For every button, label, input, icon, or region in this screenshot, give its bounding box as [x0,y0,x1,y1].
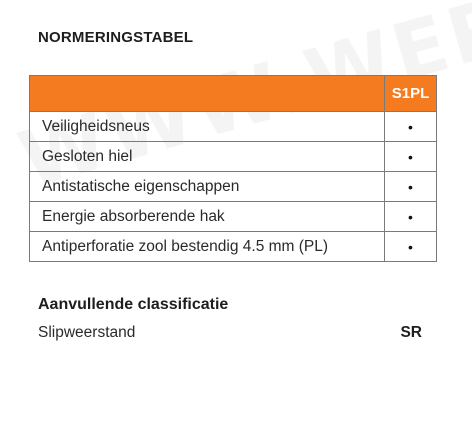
table-column-header: S1PL [385,76,437,112]
classification-value: SR [400,324,422,341]
table-header-row [30,76,437,112]
row-label: Veiligheidsneus [30,112,385,142]
table-row [30,172,437,202]
norm-table [29,75,437,262]
row-label: Gesloten hiel [30,142,385,172]
classification-label: Slipweerstand [38,324,136,341]
table-row [30,112,437,142]
additional-classification-row [38,324,422,342]
additional-classification-title: Aanvullende classificatie [38,296,229,313]
table-row [30,232,437,262]
table-row [30,202,437,232]
bullet-icon: • [385,232,437,262]
bullet-icon: • [385,142,437,172]
page-title: NORMERINGSTABEL [38,29,194,46]
row-label: Energie absorberende hak [30,202,385,232]
table-header-empty [30,76,385,112]
bullet-icon: • [385,172,437,202]
row-label: Antistatische eigenschappen [30,172,385,202]
row-label: Antiperforatie zool bestendig 4.5 mm (PL) [30,232,385,262]
table-row [30,142,437,172]
bullet-icon: • [385,112,437,142]
bullet-icon: • [385,202,437,232]
